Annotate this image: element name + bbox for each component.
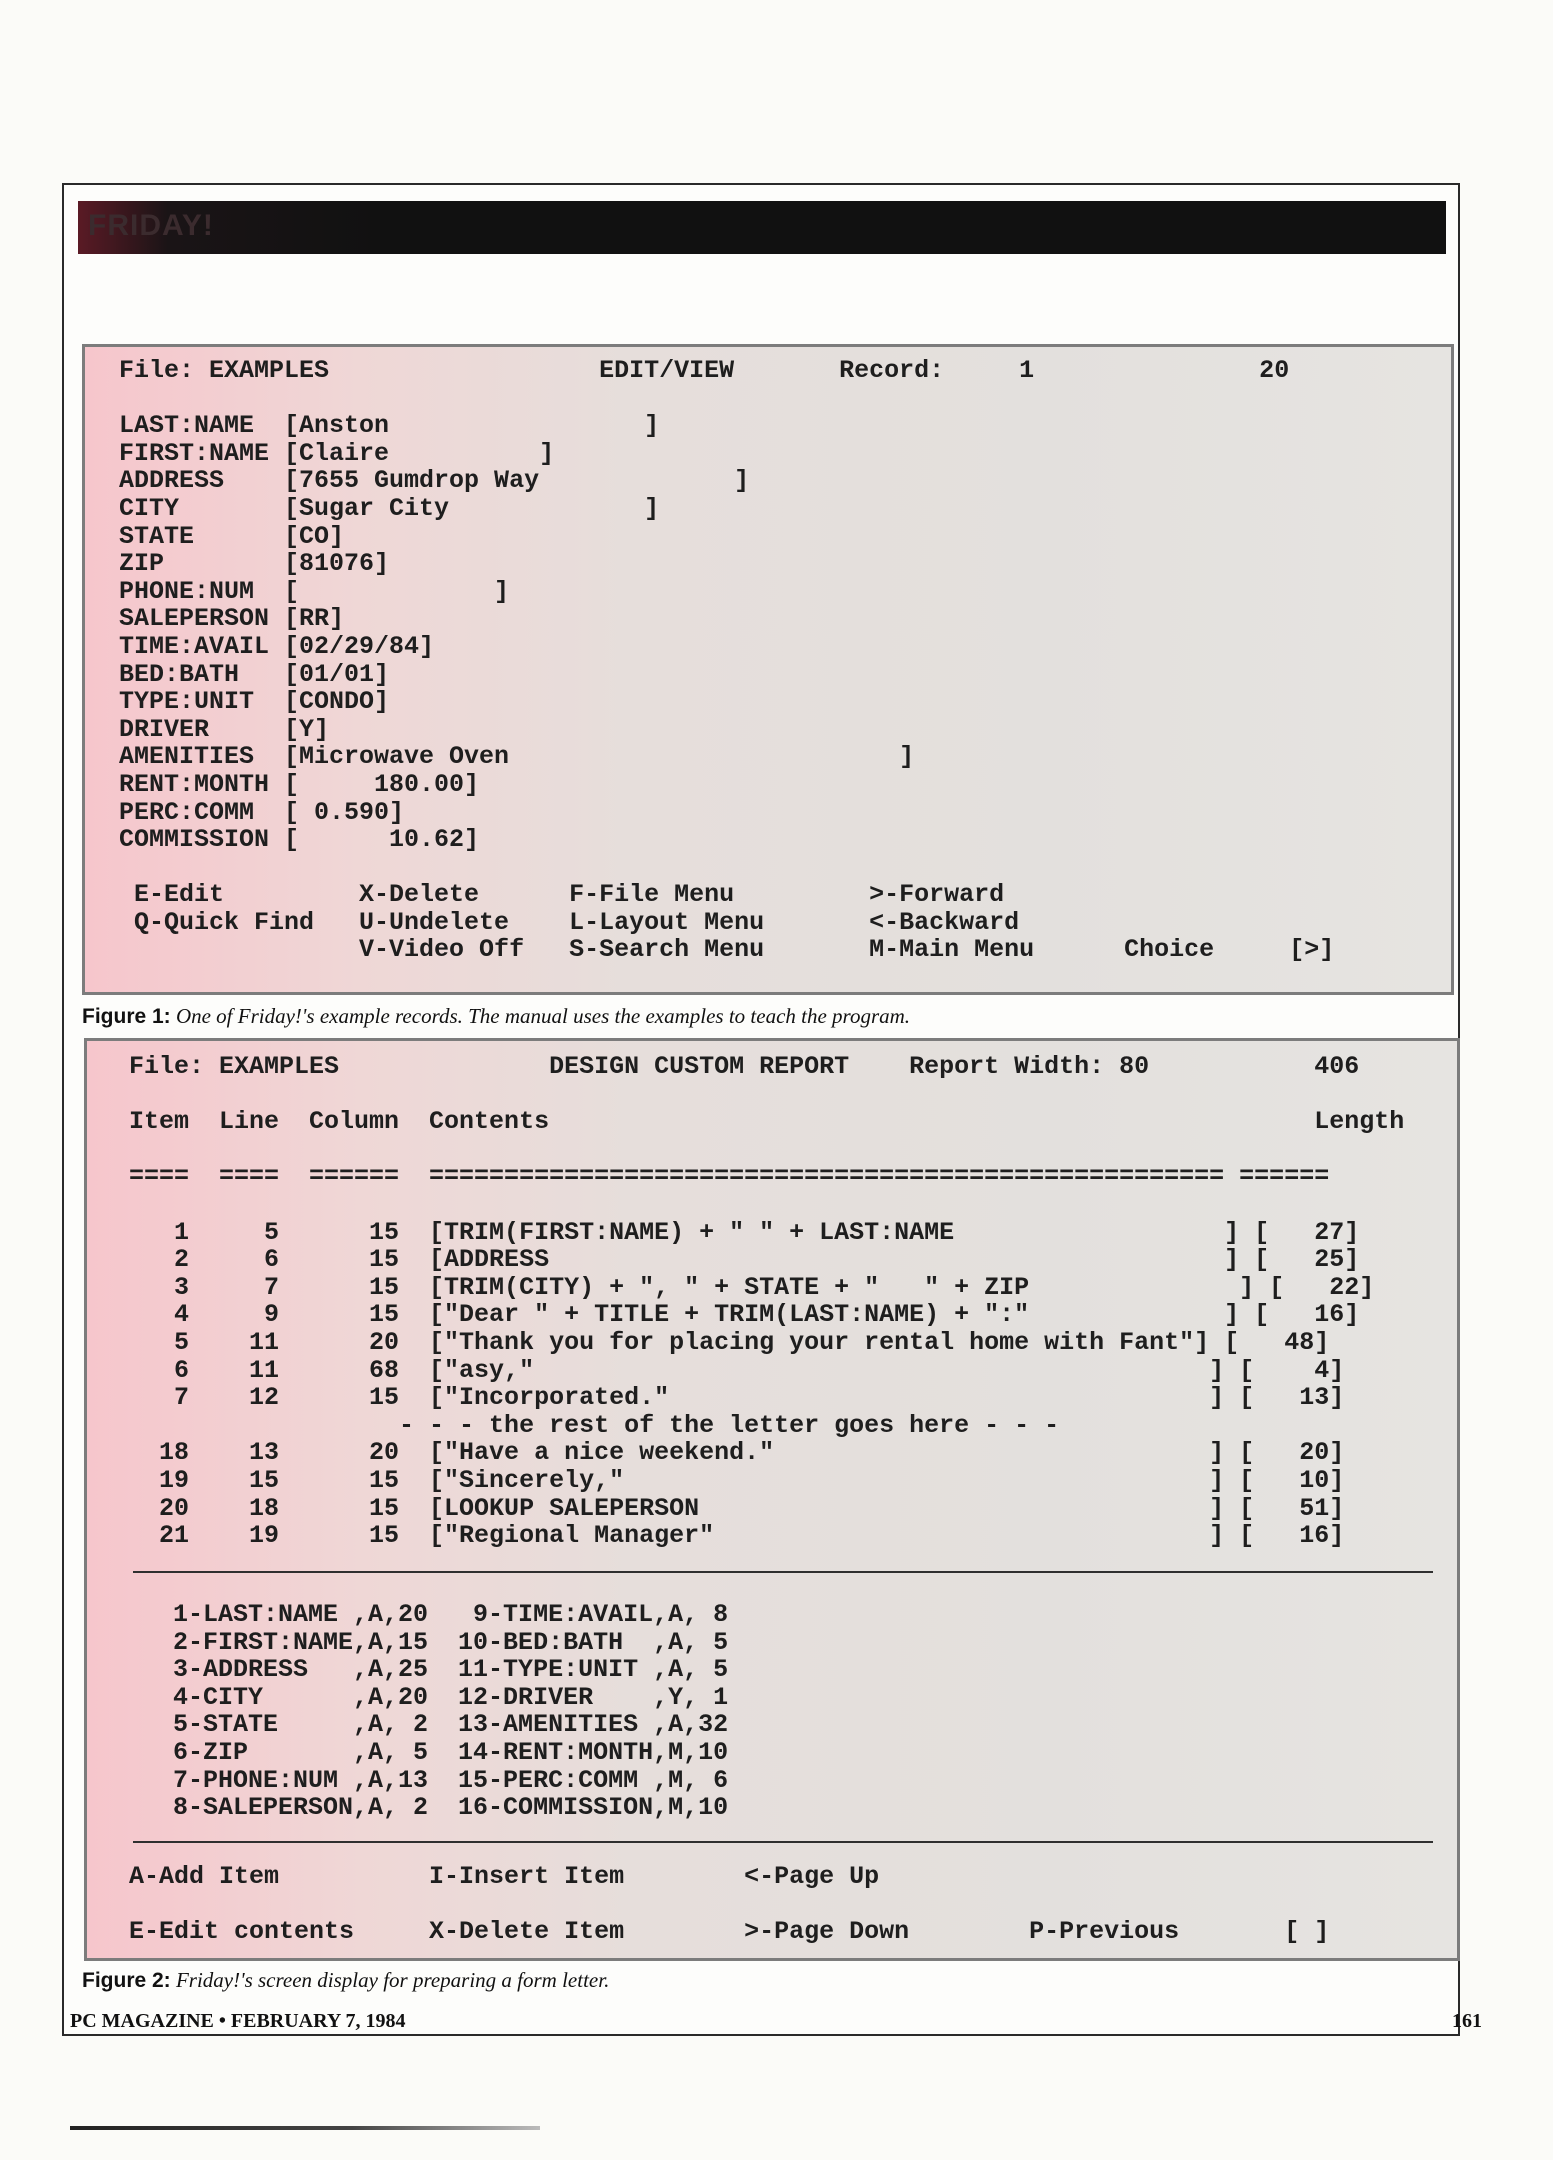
footer-page-number: 161 — [1452, 2010, 1482, 2032]
footer-publication: PC MAGAZINE • FEBRUARY 7, 1984 — [70, 2010, 406, 2032]
figure2-report-table: File: EXAMPLES DESIGN CUSTOM REPORT Report Width: 80 406 Item Line Column Contents Length ==== ==== ====== ===================================================== ====== 1 5 15 [TRIM(FIRST:NAME) + " " + LAST:NAME ] [ 27] 2 6 15 [ADDRESS ] [ 25] 3 7 15 [TRIM(CITY) + ", " + STATE + " " + ZIP ] [ 22] 4 9 15 ["Dear " + TITLE + TRIM(LAST:NAME) + ":" ] [ 16] 5 11 20 ["Thank you for placing your rental home with Fant"] [ 48] 6 11 68 ["asy," ] [ 4] 7 12 15 ["Incorporated." ] [ 13] - - - the rest of the letter goes here - - - 18 13 20 ["Have a nice weekend." ] [ 20] 19 15 15 ["Sincerely," ] [ 10] 20 18 15 [LOOKUP SALEPERSON ] [ 51] 21 19 15 ["Regional Manager" ] [ 16] — [129, 1052, 1405, 1551]
figure2-field-list: 1-LAST:NAME ,A,20 9-TIME:AVAIL,A, 8 2-FIRST:NAME,A,15 10-BED:BATH ,A, 5 3-ADDRESS ,A,25 11-TYPE:UNIT ,A, 5 4-CITY ,A,20 12-DRIVER ,Y, 1 5-STATE ,A, 2 13-AMENITIES ,A,32 6-ZIP ,A, 5 14-RENT:MONTH,M,10 7-PHONE:NUM ,A,13 15-PERC:COMM ,M, 6 8-SALEPERSON,A, 2 16-COMMISSION,M,10 — [173, 1600, 729, 1823]
figure2-command-menu: A-Add Item I-Insert Item <-Page Up E-Edit contents X-Delete Item >-Page Down P-Previous [ ] — [129, 1862, 1330, 1947]
figure1-screen-text: File: EXAMPLES EDIT/VIEW Record: 1 20 LAST:NAME [Anston ] FIRST:NAME [Claire ] ADDRESS [7655 Gumdrop Way ] CITY [Sugar City ] STATE [CO] ZIP [81076] PHONE:NUM [ ] SALEPERSON [RR] TIME:AVAIL [02/29/84] BED:BATH [01/01] TYPE:UNIT [CONDO] DRIVER [Y] AMENITIES [Microwave Oven ] RENT:MONTH [ 180.00] PERC:COMM [ 0.590] COMMISSION [ 10.62] E-Edit X-Delete F-File Menu >-Forward Q-Quick Find U-Undelete L-Layout Menu <-Backward V-Video Off S-Search Menu M-Main Menu Choice [>] — [119, 356, 1335, 965]
divider-line — [133, 1571, 1433, 1573]
banner-title: FRIDAY! — [88, 209, 214, 242]
title-banner — [78, 201, 1446, 254]
figure1-caption-text: One of Friday!'s example records. The manual uses the examples to teach the program. — [170, 1004, 911, 1028]
figure2-caption-label: Figure 2: — [82, 1969, 171, 1992]
figure1-caption — [82, 1004, 910, 1029]
figure2-caption — [82, 1968, 609, 1993]
figure1-caption-label: Figure 1: — [82, 1005, 171, 1028]
figure1-edit-view-screen — [82, 344, 1454, 995]
figure2-caption-text: Friday!'s screen display for preparing a form letter. — [170, 1968, 610, 1992]
bottom-rule — [70, 2126, 540, 2130]
divider-line — [133, 1841, 1433, 1843]
figure2-design-report-screen — [84, 1038, 1460, 1961]
